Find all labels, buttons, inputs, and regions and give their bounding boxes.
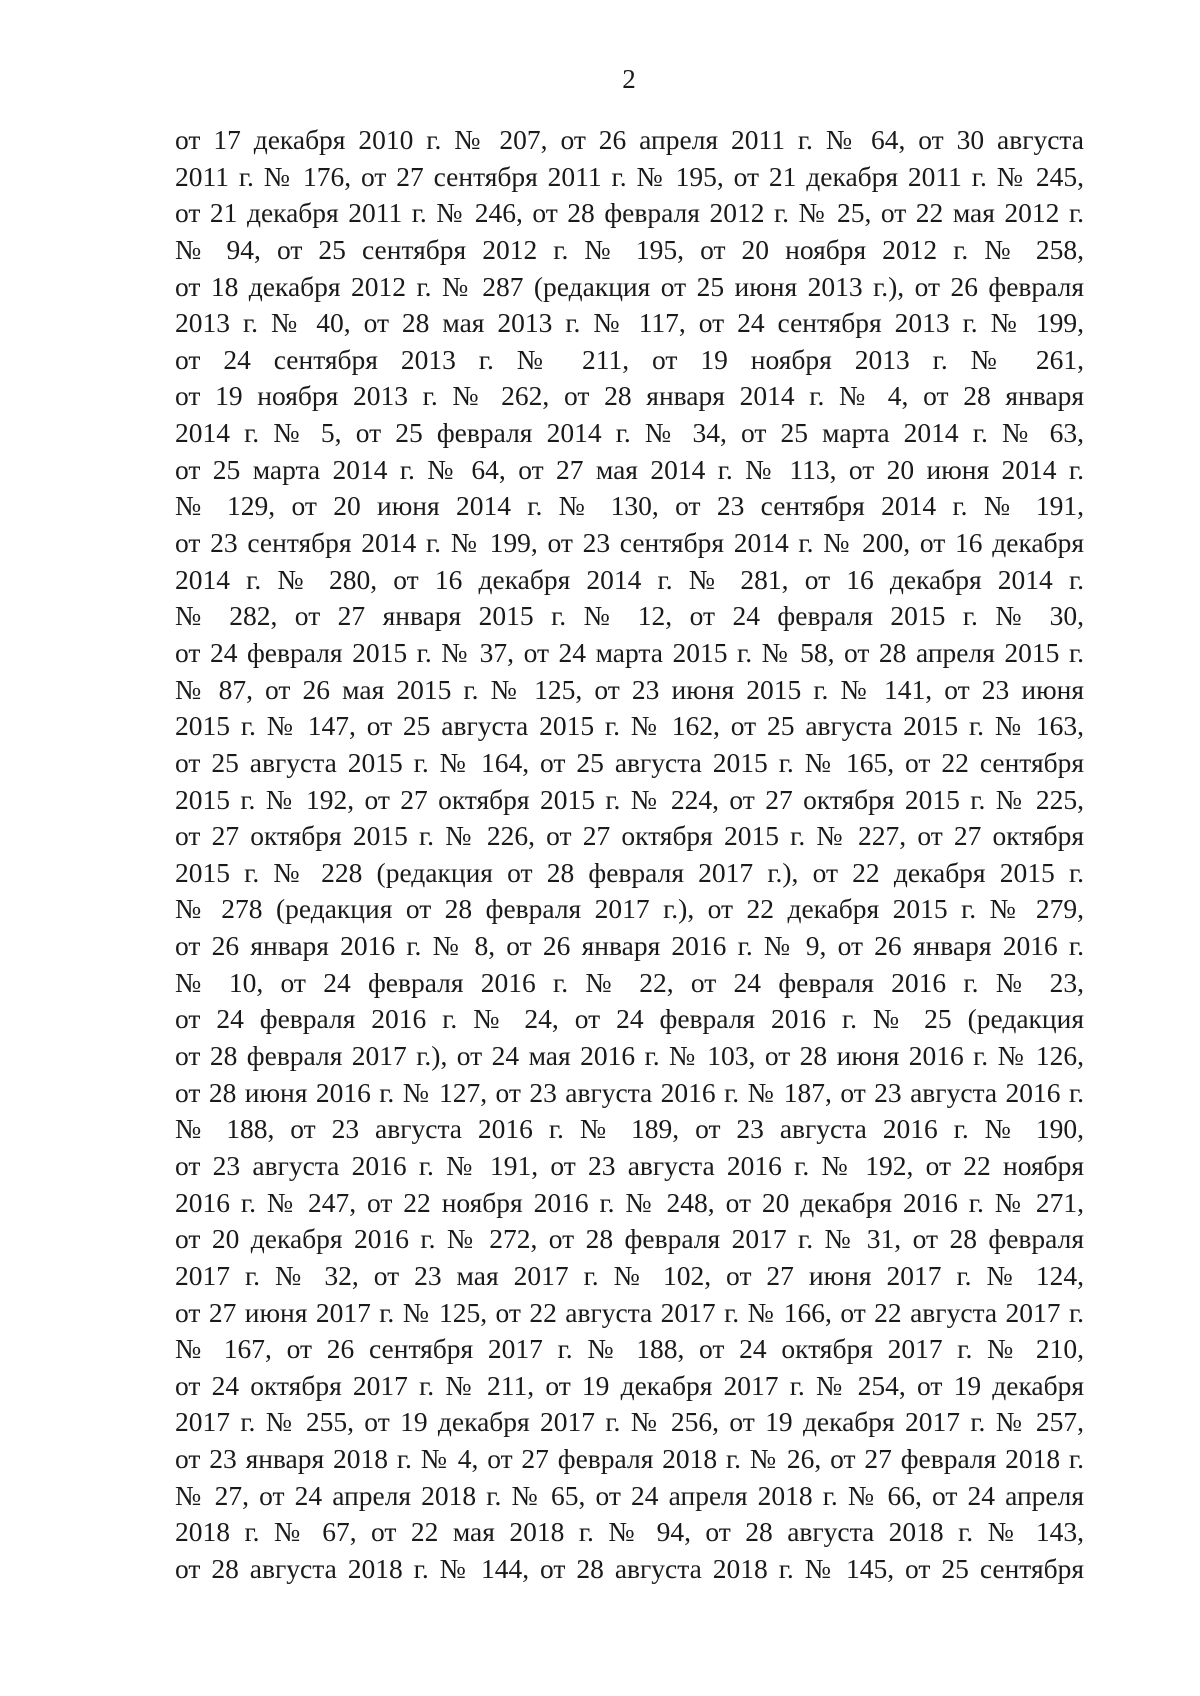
text-line: от 24 февраля 2016 г. № 24, от 24 февраля 2016 г. № 25 (редакция [175, 1003, 1084, 1035]
text-line: от 24 февраля 2015 г. № 37, от 24 марта 2015 г. № 58, от 28 апреля 2015 г. [175, 636, 1084, 668]
text-line: от 20 декабря 2016 г. № 272, от 28 февраля 2017 г. № 31, от 28 февраля [175, 1223, 1084, 1255]
text-line: от 23 сентября 2014 г. № 199, от 23 сентября 2014 г. № 200, от 16 декабря [175, 527, 1084, 559]
text-line: от 23 августа 2016 г. № 191, от 23 августа 2016 г. № 192, от 22 ноября [175, 1149, 1084, 1181]
text-line: от 25 августа 2015 г. № 164, от 25 августа 2015 г. № 165, от 22 сентября [175, 746, 1084, 778]
text-line: 2014 г. № 5, от 25 февраля 2014 г. № 34, от 25 марта 2014 г. № 63, [175, 417, 1084, 449]
text-line: 2011 г. № 176, от 27 сентября 2011 г. № 195, от 21 декабря 2011 г. № 245, [175, 160, 1084, 192]
text-line: от 18 декабря 2012 г. № 287 (редакция от 25 июня 2013 г.), от 26 февраля [175, 270, 1084, 302]
text-line: № 10, от 24 февраля 2016 г. № 22, от 24 февраля 2016 г. № 23, [175, 966, 1084, 998]
text-line: от 17 декабря 2010 г. № 207, от 26 апреля 2011 г. № 64, от 30 августа [175, 124, 1084, 155]
text-line: от 24 сентября 2013 г. № 211, от 19 ноября 2013 г. № 261, [175, 343, 1084, 375]
text-line: № 27, от 24 апреля 2018 г. № 65, от 24 апреля 2018 г. № 66, от 24 апреля [175, 1479, 1084, 1511]
text-line: 2015 г. № 147, от 25 августа 2015 г. № 162, от 25 августа 2015 г. № 163, [175, 710, 1084, 742]
text-line: от 28 июня 2016 г. № 127, от 23 августа 2016 г. № 187, от 23 августа 2016 г. [175, 1076, 1084, 1108]
body-text [175, 122, 1084, 1588]
text-line: № 278 (редакция от 28 февраля 2017 г.), от 22 декабря 2015 г. № 279, [175, 893, 1084, 925]
text-line: от 25 марта 2014 г. № 64, от 27 мая 2014 г. № 113, от 20 июня 2014 г. [175, 453, 1084, 485]
text-line: № 129, от 20 июня 2014 г. № 130, от 23 сентября 2014 г. № 191, [175, 490, 1084, 522]
text-line: 2017 г. № 32, от 23 мая 2017 г. № 102, от 27 июня 2017 г. № 124, [175, 1259, 1084, 1291]
text-line: 2015 г. № 228 (редакция от 28 февраля 2017 г.), от 22 декабря 2015 г. [175, 856, 1084, 888]
text-line: 2014 г. № 280, от 16 декабря 2014 г. № 281, от 16 декабря 2014 г. [175, 563, 1084, 595]
text-line: от 21 декабря 2011 г. № 246, от 28 февраля 2012 г. № 25, от 22 мая 2012 г. [175, 197, 1084, 229]
text-line: от 24 октября 2017 г. № 211, от 19 декабря 2017 г. № 254, от 19 декабря [175, 1369, 1084, 1401]
page-number: 2 [622, 64, 636, 94]
text-line: 2018 г. № 67, от 22 мая 2018 г. № 94, от 28 августа 2018 г. № 143, [175, 1516, 1084, 1548]
text-line: от 23 января 2018 г. № 4, от 27 февраля 2018 г. № 26, от 27 февраля 2018 г. [175, 1443, 1084, 1475]
text-line: № 87, от 26 мая 2015 г. № 125, от 23 июня 2015 г. № 141, от 23 июня [175, 673, 1084, 705]
text-line: от 19 ноября 2013 г. № 262, от 28 января 2014 г. № 4, от 28 января [175, 380, 1084, 412]
text-line: от 28 февраля 2017 г.), от 24 мая 2016 г. № 103, от 28 июня 2016 г. № 126, [175, 1040, 1084, 1072]
text-line: от 27 октября 2015 г. № 226, от 27 октября 2015 г. № 227, от 27 октября [175, 820, 1084, 852]
text-line: № 167, от 26 сентября 2017 г. № 188, от 24 октября 2017 г. № 210, [175, 1333, 1084, 1365]
text-line: 2013 г. № 40, от 28 мая 2013 г. № 117, от 24 сентября 2013 г. № 199, [175, 307, 1084, 339]
text-line: № 94, от 25 сентября 2012 г. № 195, от 20 ноября 2012 г. № 258, [175, 233, 1084, 265]
text-line: 2017 г. № 255, от 19 декабря 2017 г. № 256, от 19 декабря 2017 г. № 257, [175, 1406, 1084, 1438]
text-line: № 188, от 23 августа 2016 г. № 189, от 23 августа 2016 г. № 190, [175, 1113, 1084, 1145]
text-line: № 282, от 27 января 2015 г. № 12, от 24 февраля 2015 г. № 30, [175, 600, 1084, 632]
text-line: от 27 июня 2017 г. № 125, от 22 августа 2017 г. № 166, от 22 августа 2017 г. [175, 1296, 1084, 1328]
text-line: от 26 января 2016 г. № 8, от 26 января 2016 г. № 9, от 26 января 2016 г. [175, 930, 1084, 962]
text-line: 2015 г. № 192, от 27 октября 2015 г. № 224, от 27 октября 2015 г. № 225, [175, 783, 1084, 815]
text-line: от 28 августа 2018 г. № 144, от 28 августа 2018 г. № 145, от 25 сентября [175, 1552, 1084, 1584]
text-line: 2016 г. № 247, от 22 ноября 2016 г. № 248, от 20 декабря 2016 г. № 271, [175, 1186, 1084, 1218]
